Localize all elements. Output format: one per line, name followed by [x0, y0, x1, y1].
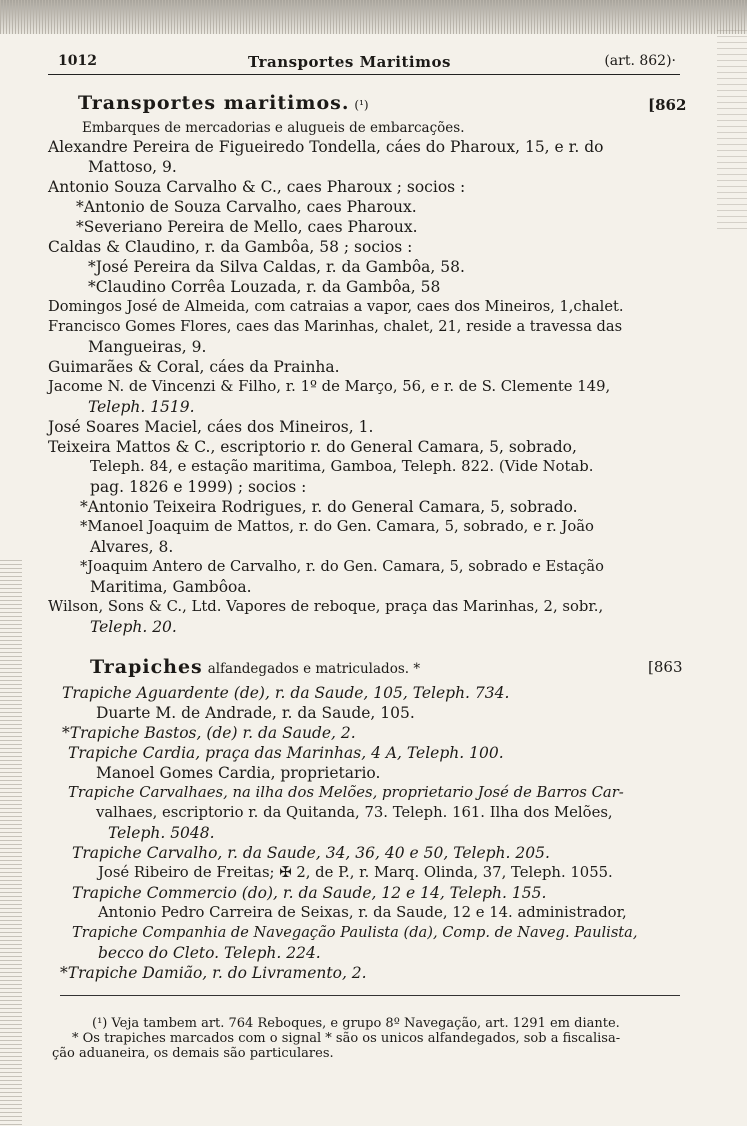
entry-line: Wilson, Sons & C., Ltd. Vapores de reboque, praça das Marinhas, 2, sobr., [48, 598, 604, 615]
entry-line: Antonio Pedro Carreira de Seixas, r. da Saude, 12 e 14. administrador, [98, 904, 627, 921]
entry-line: *Trapiche Damião, r. do Livramento, 2. [60, 964, 367, 982]
entry-line: Trapiche Companhia de Navegação Paulista (da), Comp. de Naveg. Paulista, [72, 924, 638, 941]
entry-line: Teleph. 5048. [108, 824, 215, 842]
scan-edge-right [717, 30, 747, 230]
section-subtitle: alfandegados e matriculados. * [207, 661, 421, 677]
article-ref: (art. 862)· [604, 53, 676, 69]
section-heading [90, 658, 420, 678]
entry-line: *Trapiche Bastos, (de) r. da Saude, 2. [62, 724, 356, 742]
footnote-line: ção aduaneira, os demais são particulares. [52, 1046, 334, 1061]
entry-line: José Ribeiro de Freitas; ✠ 2, de P., r. Marq. Olinda, 37, Teleph. 1055. [98, 864, 613, 881]
entry-line: Manoel Gomes Cardia, proprietario. [96, 764, 381, 782]
entry-line: *Joaquim Antero de Carvalho, r. do Gen. Camara, 5, sobrado e Estação [80, 558, 604, 575]
entry-line: Trapiche Cardia, praça das Marinhas, 4 A, Teleph. 100. [68, 744, 504, 762]
running-head [48, 50, 680, 75]
entry-line: Maritima, Gambôoa. [90, 578, 252, 596]
footnote-line: * Os trapiches marcados com o signal * são os unicos alfandegados, sob a fiscalisa- [72, 1031, 621, 1046]
entry-line: Guimarães & Coral, cáes da Prainha. [48, 358, 340, 376]
page-number: 1012 [58, 53, 97, 69]
entry-line: pag. 1826 e 1999) ; socios : [90, 478, 307, 496]
scan-edge-top [0, 0, 747, 34]
footnote-rule [60, 995, 680, 996]
running-title: Transportes Maritimos [248, 53, 451, 71]
entry-line: Trapiche Commercio (do), r. da Saude, 12 e 14, Teleph. 155. [72, 884, 547, 902]
entry-line: Teleph. 20. [90, 618, 177, 636]
entry-line: Trapiche Carvalho, r. da Saude, 34, 36, 40 e 50, Teleph. 205. [72, 844, 550, 862]
entry-line: Alvares, 8. [90, 538, 174, 556]
entry-line: becco do Cleto. Teleph. 224. [98, 944, 321, 962]
entry-line: *Manoel Joaquim de Mattos, r. do Gen. Camara, 5, sobrado, e r. João [80, 518, 594, 535]
entry-line: Duarte M. de Andrade, r. da Saude, 105. [96, 704, 415, 722]
entry-line: *José Pereira da Silva Caldas, r. da Gambôa, 58. [88, 258, 465, 276]
section-title: Trapiches [90, 656, 203, 678]
entry-line: Teixeira Mattos & C., escriptorio r. do General Camara, 5, sobrado, [48, 438, 577, 456]
entry-line: *Severiano Pereira de Mello, caes Pharoux. [76, 218, 418, 236]
entry-line: Francisco Gomes Flores, caes das Marinhas, chalet, 21, reside a travessa das [48, 318, 623, 335]
entry-line: *Antonio de Souza Carvalho, caes Pharoux. [76, 198, 417, 216]
section-title: Transportes maritimos. [78, 92, 350, 114]
entry-line: Alexandre Pereira de Figueiredo Tondella, cáes do Pharoux, 15, e r. do [48, 138, 604, 156]
entry-line: Mangueiras, 9. [88, 338, 207, 356]
entry-line: valhaes, escriptorio r. da Quitanda, 73. Teleph. 161. Ilha dos Melões, [96, 804, 613, 821]
entry-line: *Claudino Corrêa Louzada, r. da Gambôa, 58 [88, 278, 441, 296]
section-heading [78, 94, 369, 114]
footnote-marker: (¹) [354, 98, 369, 112]
entry-line: Jacome N. de Vincenzi & Filho, r. 1º de Março, 56, e r. de S. Clemente 149, [48, 378, 611, 395]
entry-line: Teleph. 84, e estação maritima, Gamboa, Teleph. 822. (Vide Notab. [90, 458, 594, 475]
section-subtitle: Embarques de mercadorias e alugueis de embarcações. [82, 120, 465, 136]
entry-line: Teleph. 1519. [88, 398, 195, 416]
section-number: [862 [648, 96, 687, 114]
entry-line: José Soares Maciel, cáes dos Mineiros, 1. [48, 418, 374, 436]
entry-line: Trapiche Carvalhaes, na ilha dos Melões, proprietario José de Barros Car- [68, 784, 624, 801]
footnote-line: (¹) Veja tambem art. 764 Reboques, e grupo 8º Navegação, art. 1291 em diante. [92, 1016, 620, 1031]
entry-line: Domingos José de Almeida, com catraias a vapor, caes dos Mineiros, 1,chalet. [48, 298, 624, 315]
entry-line: *Antonio Teixeira Rodrigues, r. do General Camara, 5, sobrado. [80, 498, 578, 516]
entry-line: Antonio Souza Carvalho & C., caes Pharoux ; socios : [48, 178, 466, 196]
entry-line: Trapiche Aguardente (de), r. da Saude, 105, Teleph. 734. [62, 684, 510, 702]
section-number: [863 [648, 658, 683, 676]
entry-line: Mattoso, 9. [88, 158, 177, 176]
entry-line: Caldas & Claudino, r. da Gambôa, 58 ; socios : [48, 238, 413, 256]
scan-edge-left [0, 560, 22, 1126]
